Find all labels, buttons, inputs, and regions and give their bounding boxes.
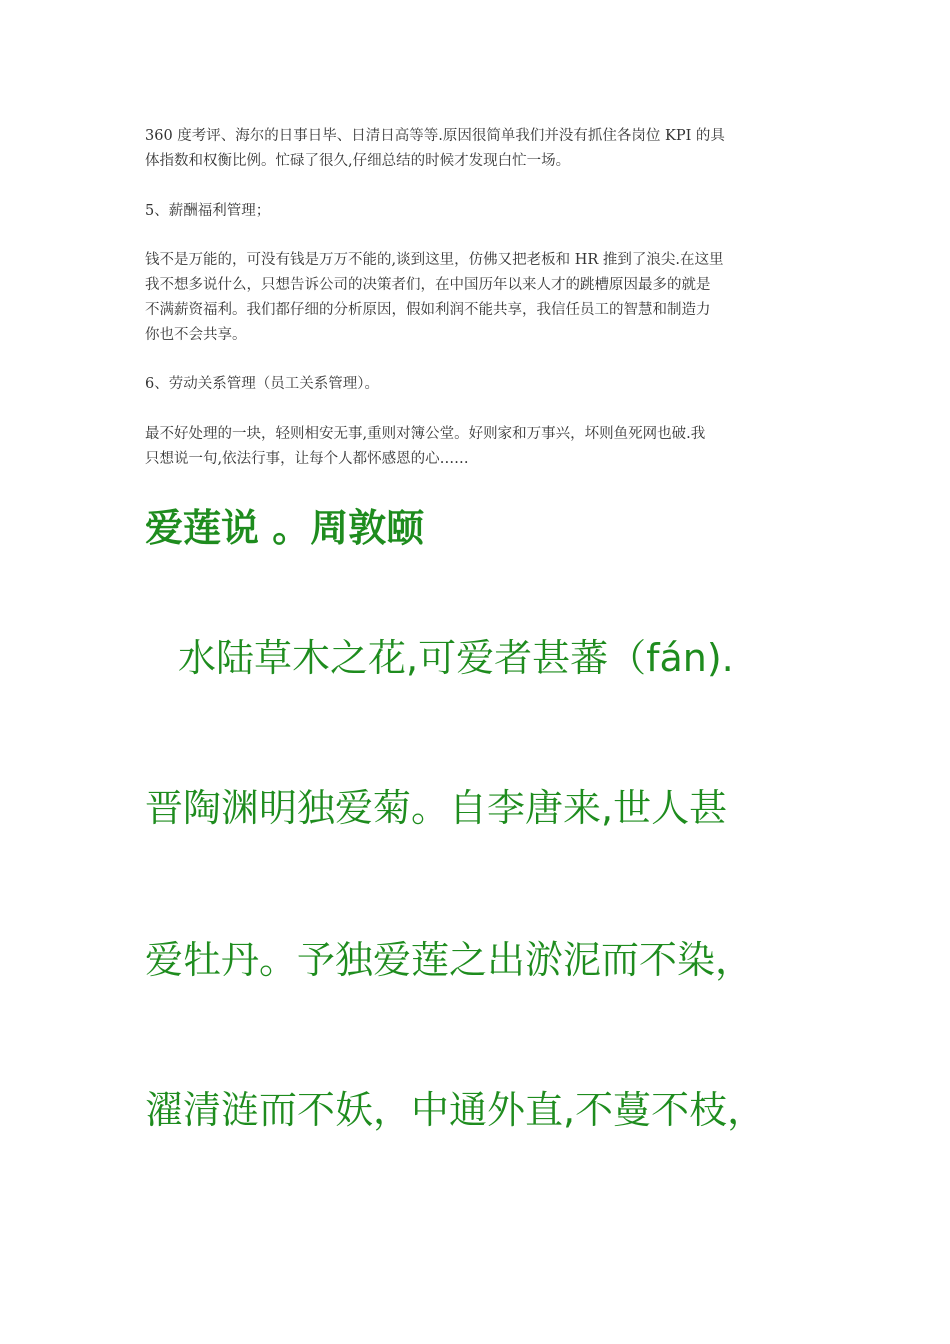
section-heading-text: 5、薪酬福利管理； — [145, 203, 271, 219]
paragraph-line: 钱不是万能的，可没有钱是万万不能的,谈到这里，仿佛又把老板和 HR 推到了浪尖.在这里 — [145, 252, 724, 268]
paragraph-line: 不满薪资福利。我们都仔细的分析原因，假如利润不能共享，我信任员工的智慧和制造力 — [145, 302, 711, 318]
paragraph-line: 只想说一句,依法行事，让每个人都怀感恩的心…… — [145, 451, 469, 467]
paragraph-line: 我不想多说什么，只想告诉公司的决策者们，在中国历年以来人才的跳槽原因最多的就是 — [145, 277, 711, 293]
poem-title: 爱莲说 。周敦颐 — [145, 506, 425, 550]
paragraph-line: 体指数和权衡比例。忙碌了很久,仔细总结的时候才发现白忙一场。 — [145, 153, 571, 169]
section-6-paragraph — [145, 422, 810, 472]
paragraph-line: 你也不会共享。 — [145, 327, 247, 343]
paragraph-line: 360 度考评、海尔的日事日毕、日清日高等等.原因很简单我们并没有抓住各岗位 KPI 的具 — [145, 128, 725, 144]
poem-line: 晋陶渊明独爱菊。自李唐来,世人甚 — [145, 786, 728, 830]
poem-line: 濯清涟而不妖，中通外直,不蔓不枝， — [145, 1088, 766, 1132]
section-heading-text: 6、劳动关系管理（员工关系管理）。 — [145, 376, 379, 392]
poem-line: 爱牡丹。予独爱莲之出淤泥而不染， — [145, 938, 754, 982]
section-5-paragraph — [145, 248, 810, 348]
intro-paragraph — [145, 124, 810, 174]
paragraph-line: 最不好处理的一块，轻则相安无事,重则对簿公堂。好则家和万事兴，坏则鱼死网也破.我 — [145, 426, 706, 442]
poem-line: 水陆草木之花,可爱者甚蕃（fán). — [178, 636, 734, 680]
section-5-heading — [145, 199, 810, 224]
section-6-heading — [145, 372, 810, 397]
